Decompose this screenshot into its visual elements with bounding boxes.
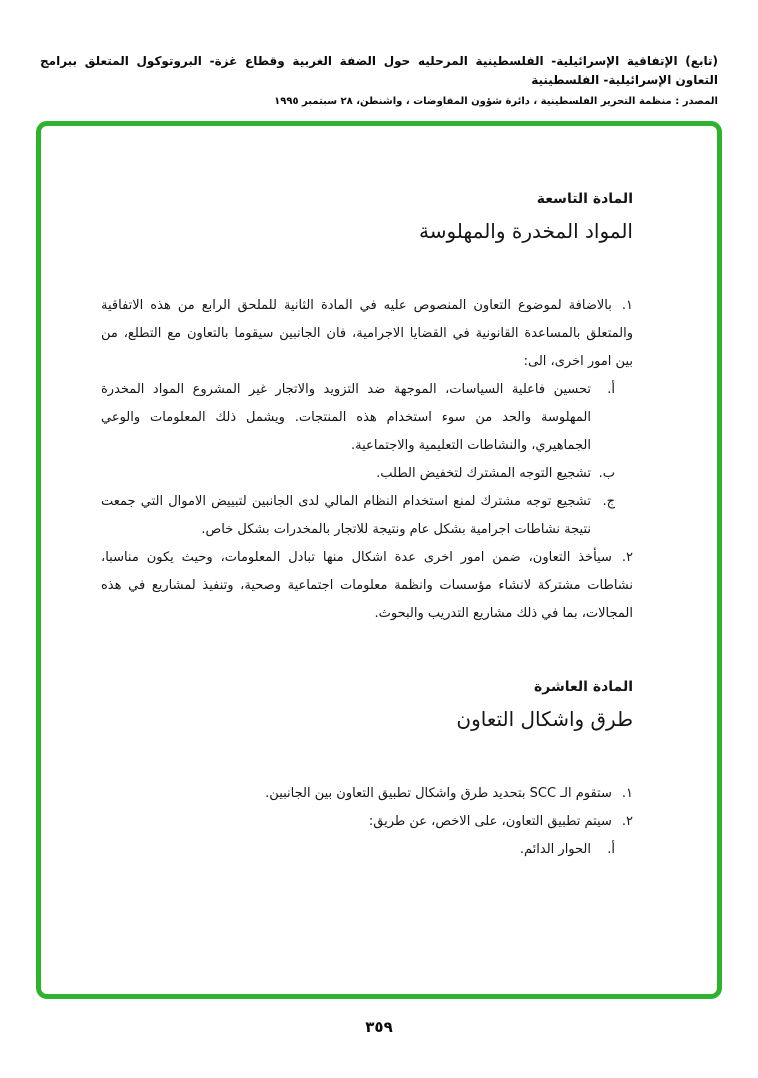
item-text: تشجيع توجه مشترك لمنع استخدام النظام المالي لدى الجانبين لتبييض الاموال التي جمعت نتيجة نشاطات اجرامية بشكل عام ونتيجة للاتجار بالمخدرات بشكل خاص. xyxy=(101,494,591,537)
item-marker: ٢. xyxy=(621,814,633,829)
page-number: ٣٥٩ xyxy=(365,1018,393,1036)
list-item xyxy=(101,780,633,808)
item-text: سيتم تطبيق التعاون، على الاخص، عن طريق: xyxy=(368,814,612,829)
item-marker: ١. xyxy=(621,298,633,313)
sub-list-item xyxy=(101,376,615,460)
article-ten-subheading: طرق واشكال التعاون xyxy=(456,707,633,731)
article-nine-heading: المادة التاسعة xyxy=(536,191,633,207)
article-ten xyxy=(101,674,633,864)
article-nine-subheading: المواد المخدرة والمهلوسة xyxy=(418,219,633,243)
list-item xyxy=(101,808,633,836)
list-item xyxy=(101,292,633,376)
green-border-frame xyxy=(36,121,722,999)
sub-list-item xyxy=(101,488,615,544)
list-item xyxy=(101,544,633,628)
item-marker: أ. xyxy=(607,382,615,397)
item-marker: ٢. xyxy=(621,550,633,565)
item-text: سيأخذ التعاون، ضمن امور اخرى عدة اشكال منها تبادل المعلومات، وحيث يكون مناسبا، نشاطات مشتركة لانشاء مؤسسات وانظمة معلومات اجتماعية وصحية، وتنفيذ لمشاريع في هذه المجالات، بما في ذلك مشاريع التدريب والبحوث. xyxy=(101,550,633,621)
article-ten-heading: المادة العاشرة xyxy=(534,679,633,695)
sub-list-item xyxy=(101,836,615,864)
item-marker: ١. xyxy=(621,786,633,801)
item-marker: ج. xyxy=(602,494,615,509)
sub-list-item xyxy=(101,460,615,488)
document-source-line: المصدر : منظمة التحرير الفلسطينية ، دائرة شؤون المفاوضات ، واشنطن، ٢٨ سبتمبر ١٩٩٥ xyxy=(274,96,718,108)
item-marker: أ. xyxy=(607,842,615,857)
item-text: الحوار الدائم. xyxy=(519,842,591,857)
item-text: تحسين فاعلية السياسات، الموجهة ضد التزويد والاتجار غير المشروع المواد المخدرة المهلوسة والحد من سوء استخدام هذه المنتجات. ويشمل ذلك المعلومات والوعي الجماهيري، والنشاطات التعليمية والاجتماعية. xyxy=(101,382,591,453)
item-text: بالاضافة لموضوع التعاون المنصوص عليه في المادة الثانية للملحق الرابع من هذه الاتفاقية والمتعلق بالمساعدة القانونية في القضايا الاجرامية، فان الجانبين سيقوما بالتعاون مع التطلع، من بين امور اخرى، الى: xyxy=(101,298,633,369)
document-title: (تابع) الإتفاقية الإسرائيلية- الفلسطينية المرحليه حول الضفة الغربية وقطاع غزة- البروتوكول المتعلق ببرامج التعاون الإسرائيلية- الفلسطينية xyxy=(40,54,718,88)
article-nine xyxy=(101,186,633,628)
document-body xyxy=(101,186,633,864)
item-marker: ب. xyxy=(598,466,615,481)
item-text: تشجيع التوجه المشترك لتخفيض الطلب. xyxy=(376,466,591,481)
document-header xyxy=(40,52,718,107)
item-text: ستقوم الـ SCC بتحديد طرق واشكال تطبيق التعاون بين الجانبين. xyxy=(265,786,612,801)
